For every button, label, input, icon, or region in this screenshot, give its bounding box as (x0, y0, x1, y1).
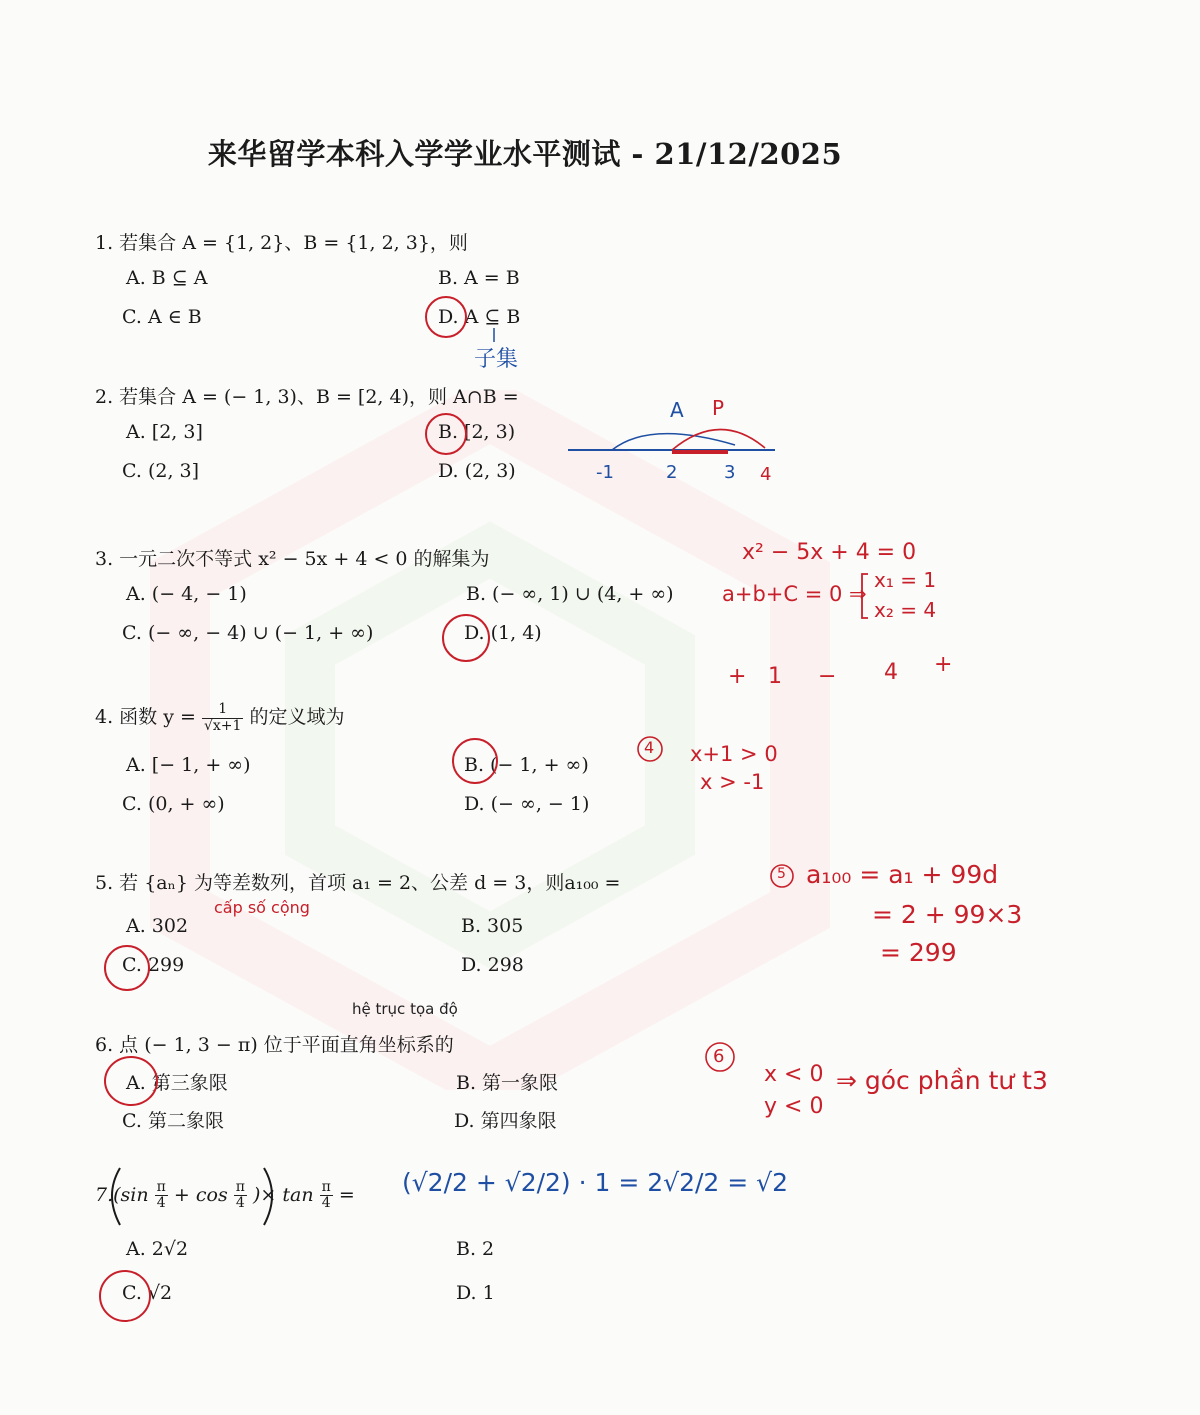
q2-option-c: C. (2, 3] (122, 460, 200, 482)
q6-work-line-1: x < 0 (764, 1062, 824, 1087)
question-2-stem: 2. 若集合 A = (− 1, 3)、B = [2, 4)，则 A∩B = (95, 386, 519, 408)
q6-circled-number: 6 (713, 1046, 725, 1067)
q4-circled-number: 4 (644, 738, 655, 757)
q3-root-2: x₂ = 4 (874, 598, 937, 622)
q3-work-sum: a+b+C = 0 ⇒ (722, 582, 867, 606)
question-4-prefix: 4. 函数 y = (95, 706, 196, 728)
question-1-stem (95, 228, 468, 255)
pi-over-4-fraction (155, 1180, 168, 1212)
q5-option-d: D. 298 (461, 954, 524, 976)
fraction-denominator: 4 (235, 1195, 245, 1212)
q2-option-a: A. [2, 3] (126, 421, 203, 443)
answer-circle-q7 (99, 1270, 151, 1322)
q6-handwritten-note: hệ trục tọa độ (352, 1000, 458, 1018)
question-3-stem: 3. 一元二次不等式 x² − 5x + 4 < 0 的解集为 (95, 548, 490, 570)
question-6-stem: 6. 点 (− 1, 3 − π) 位于平面直角坐标系的 (95, 1034, 454, 1056)
q3-sign-3: − (818, 664, 837, 689)
q3-option-a: A. (− 4, − 1) (126, 583, 247, 605)
pi-over-4-fraction (234, 1180, 247, 1212)
answer-circle-q3 (442, 614, 490, 662)
q4-option-d: D. (− ∞, − 1) (464, 793, 590, 815)
q6-work-line-2: y < 0 (764, 1094, 824, 1119)
answer-circle-q6 (104, 1056, 158, 1106)
q4-work-line-2: x > -1 (700, 770, 765, 794)
q7-option-d: D. 1 (456, 1282, 495, 1304)
answer-circle-q1 (425, 296, 467, 338)
q4-option-a: A. [− 1, + ∞) (126, 754, 251, 776)
handwritten-note-subset: 子集 (474, 347, 519, 372)
q2-option-d: D. (2, 3) (438, 460, 516, 482)
q5-handwritten-note: cấp số cộng (214, 898, 310, 917)
q3-sign-4: 4 (884, 660, 898, 685)
q5-work-line-3: = 299 (880, 938, 957, 967)
q5-work-line-1: a₁₀₀ = a₁ + 99d (806, 860, 999, 889)
q5-work-line-2: = 2 + 99×3 (872, 900, 1023, 929)
question-7-stem (95, 1180, 355, 1212)
pi-over-4-fraction (320, 1180, 333, 1212)
q3-option-d: D. (1, 4) (464, 622, 542, 644)
answer-circle-q5 (104, 945, 150, 991)
q7-handwritten-work: (√2/2 + √2/2) · 1 = 2√2/2 = √2 (402, 1168, 789, 1197)
question-7-part-tan: )× tan (253, 1183, 314, 1206)
number-line-label-a: A (670, 398, 684, 422)
q4-option-b: B. (− 1, + ∞) (464, 754, 589, 776)
q3-option-c: C. (− ∞, − 4) ∪ (− 1, + ∞) (122, 622, 374, 644)
q6-work-result: ⇒ góc phần tư t3 (836, 1066, 1048, 1095)
fraction-denominator: 4 (156, 1195, 166, 1212)
q3-sign-2: 1 (768, 664, 782, 689)
q3-work-equation: x² − 5x + 4 = 0 (742, 540, 917, 565)
answer-circle-q4 (452, 738, 498, 784)
q1-option-a: A. B ⊆ A (126, 267, 208, 289)
q1-option-d: D. A ⊆ B (438, 306, 521, 328)
page-title: 来华留学本科入学学业水平测试 - 21/12/2025 (207, 137, 843, 171)
question-4-suffix: 的定义域为 (249, 706, 345, 728)
q5-option-c: C. 299 (122, 954, 185, 976)
q3-root-1: x₁ = 1 (874, 568, 937, 592)
q5-circled-number: 5 (777, 866, 786, 882)
question-5-stem: 5. 若 {aₙ} 为等差数列，首项 a₁ = 2、公差 d = 3，则a₁₀₀ = (95, 872, 621, 894)
fraction-denominator: 4 (321, 1195, 331, 1212)
answer-circle-q2 (425, 413, 467, 455)
fraction-numerator: π (235, 1179, 245, 1195)
fraction-denominator: √x+1 (203, 717, 242, 734)
q3-option-b: B. (− ∞, 1) ∪ (4, + ∞) (466, 583, 674, 605)
q3-sign-1: + (728, 664, 747, 689)
q3-sign-5: + (934, 652, 953, 677)
q4-option-c: C. (0, + ∞) (122, 793, 225, 815)
q6-option-c: C. 第二象限 (122, 1110, 224, 1132)
question-7-part-cos: + cos (173, 1183, 228, 1206)
fraction-numerator: π (321, 1179, 331, 1195)
q1-option-b: B. A = B (438, 267, 520, 289)
q7-option-b: B. 2 (456, 1238, 495, 1260)
number-line-label-p: P (712, 396, 725, 420)
q6-option-a: A. 第三象限 (126, 1072, 228, 1094)
number-line-tick-neg1: -1 (596, 462, 614, 483)
number-line-tick-2: 2 (666, 462, 678, 483)
q6-option-b: B. 第一象限 (456, 1072, 559, 1094)
q4-work-line-1: x+1 > 0 (690, 742, 778, 766)
q5-option-a: A. 302 (126, 915, 189, 937)
question-4-stem (95, 702, 344, 734)
q7-option-c: C. √2 (122, 1282, 173, 1304)
watermark-logo (150, 390, 830, 1090)
question-7-part-sin: 7.(sin (95, 1183, 149, 1206)
q2-option-b: B. [2, 3) (438, 421, 516, 443)
q1-option-c: C. A ∈ B (122, 306, 202, 328)
question-7-equals: = (338, 1183, 355, 1206)
question-1-text: 1. 若集合 A = {1, 2}、B = {1, 2, 3}，则 (95, 232, 468, 254)
q5-option-b: B. 305 (461, 915, 524, 937)
q7-option-a: A. 2√2 (126, 1238, 189, 1260)
fraction-numerator: 1 (202, 702, 243, 718)
q6-option-d: D. 第四象限 (454, 1110, 557, 1132)
fraction-numerator: π (156, 1179, 166, 1195)
number-line-tick-3: 3 (724, 462, 736, 483)
question-4-fraction (202, 702, 243, 734)
number-line-tick-4: 4 (760, 464, 772, 485)
